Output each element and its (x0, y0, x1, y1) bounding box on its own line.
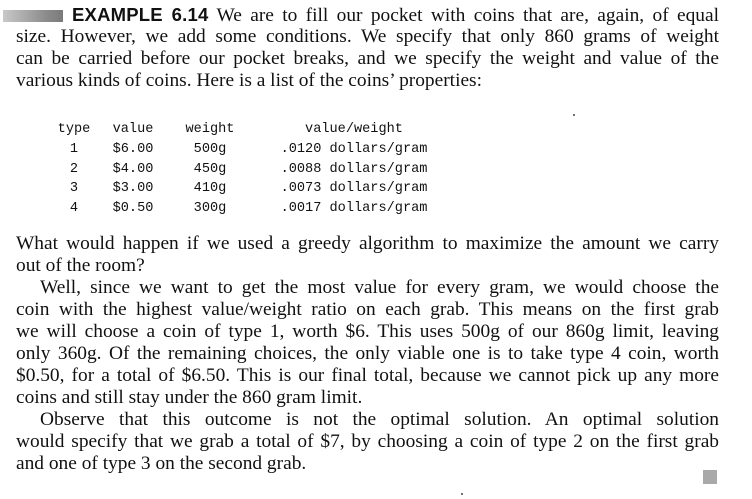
cell-ratio: .0017 dollars/gram (280, 201, 428, 216)
body-line-8: coins and still stay under the 860 gram limit. (16, 387, 363, 408)
example-heading: EXAMPLE 6.14 (72, 4, 209, 25)
body-line-6: only 360g. Of the remaining choices, the only viable one is to take type 4 coin, worth (16, 343, 719, 364)
cell-type: 1 (69, 142, 79, 157)
cell-type: 3 (69, 181, 79, 196)
header-weight: weight (185, 122, 235, 137)
body-line-2: out of the room? (16, 255, 145, 276)
body-line-1: What would happen if we used a greedy algorithm to maximize the amount we carry (16, 233, 719, 254)
body-line-9: Observe that this outcome is not the optimal solution. An optimal solution (40, 409, 719, 430)
header-type: type (57, 122, 91, 137)
cell-type: 4 (69, 201, 79, 216)
end-of-example-mark (703, 470, 717, 484)
cell-value: $3.00 (112, 181, 154, 196)
intro-line-4: various kinds of coins. Here is a list of the coins’ properties: (16, 70, 482, 91)
cell-type: 2 (69, 162, 79, 177)
header-value: value (112, 122, 154, 137)
scan-speck (573, 114, 575, 116)
body-line-10: would specify that we grab a total of $7, by choosing a coin of type 2 on the first grab (16, 431, 719, 452)
cell-weight: 450g (193, 162, 227, 177)
cell-value: $6.00 (112, 142, 154, 157)
body-line-11: and one of type 3 on the second grab. (16, 453, 307, 474)
cell-value: $0.50 (112, 201, 154, 216)
cell-weight: 300g (193, 201, 227, 216)
header-value-weight: value/weight (305, 122, 403, 137)
intro-line-3: can be carried before our pocket breaks, and we specify the weight and value of the (16, 48, 719, 69)
cell-ratio: .0073 dollars/gram (280, 181, 428, 196)
cell-weight: 500g (193, 142, 227, 157)
intro-line-2: size. However, we add some conditions. We specify that only 860 grams of weight (16, 26, 719, 47)
cell-ratio: .0120 dollars/gram (280, 142, 428, 157)
cell-value: $4.00 (112, 162, 154, 177)
scan-speck (461, 493, 463, 495)
example-first-line (72, 4, 719, 27)
cell-ratio: .0088 dollars/gram (280, 162, 428, 177)
body-line-5: we will choose a coin of type 1, worth $6. This uses 500g of our 860g limit, leaving (16, 321, 719, 342)
body-line-7: $0.50, for a total of $6.50. This is our final total, because we cannot pick up any more (16, 365, 719, 386)
example-marker-bar (3, 10, 63, 22)
body-line-4: coin with the highest value/weight ratio on each grab. This means on the first grab (16, 299, 719, 320)
intro-line-1: We are to fill our pocket with coins that are, again, of equal (216, 5, 719, 26)
body-line-3: Well, since we want to get the most value for every gram, we would choose the (40, 277, 719, 298)
cell-weight: 410g (193, 181, 227, 196)
